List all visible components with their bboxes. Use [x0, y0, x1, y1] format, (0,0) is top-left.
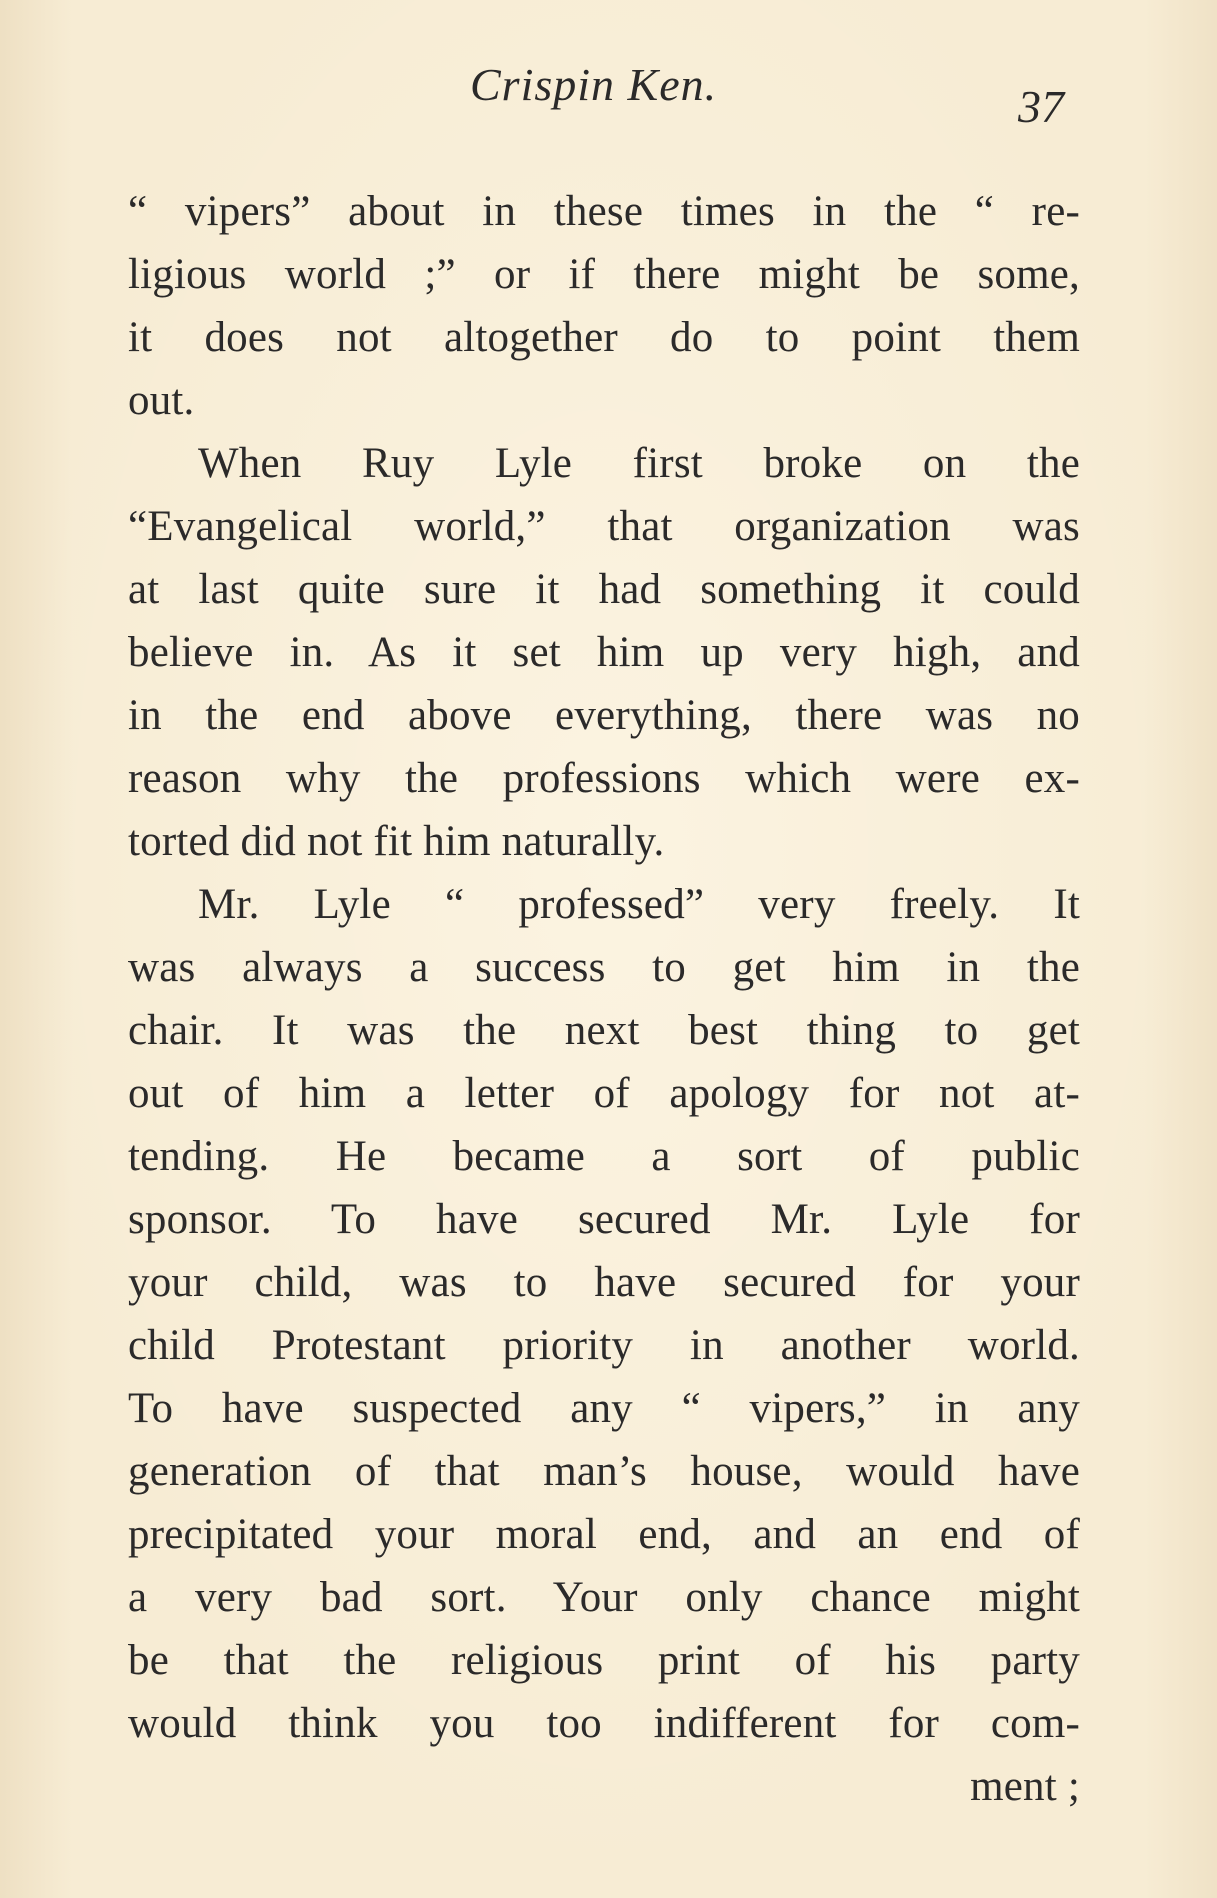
- text-line: out of him a letter of apology for not at-: [128, 1070, 1080, 1117]
- text-line: child Protestant priority in another world.: [128, 1322, 1080, 1369]
- text-line: ligious world ;” or if there might be some,: [128, 251, 1080, 298]
- running-title: Crispin Ken.: [470, 59, 718, 110]
- text-line: tending. He became a sort of public: [128, 1133, 1080, 1180]
- text-line: believe in. As it set him up very high, and: [128, 629, 1080, 676]
- text-line: reason why the professions which were ex-: [128, 755, 1080, 802]
- text-line: “ vipers” about in these times in the “ re-: [128, 188, 1080, 235]
- text-line: at last quite sure it had something it could: [128, 566, 1080, 613]
- text-line: a very bad sort. Your only chance might: [128, 1574, 1080, 1621]
- text-line: would think you too indifferent for com-: [128, 1700, 1080, 1747]
- text-line: out.: [128, 377, 195, 424]
- text-line: be that the religious print of his party: [128, 1637, 1080, 1684]
- text-line: your child, was to have secured for your: [128, 1259, 1080, 1306]
- text-line: generation of that man’s house, would have: [128, 1448, 1080, 1495]
- text-line: Mr. Lyle “ professed” very freely. It: [198, 881, 1080, 928]
- catchword-line: ment ;: [970, 1763, 1080, 1810]
- text-line: sponsor. To have secured Mr. Lyle for: [128, 1196, 1080, 1243]
- text-line: was always a success to get him in the: [128, 944, 1080, 991]
- text-line: precipitated your moral end, and an end of: [128, 1511, 1080, 1558]
- text-line: To have suspected any “ vipers,” in any: [128, 1385, 1080, 1432]
- text-line: in the end above everything, there was no: [128, 692, 1080, 739]
- text-line: it does not altogether do to point them: [128, 314, 1080, 361]
- text-line: chair. It was the next best thing to get: [128, 1007, 1080, 1054]
- text-line: When Ruy Lyle first broke on the: [198, 440, 1080, 487]
- page-number: 37: [1018, 81, 1064, 132]
- text-line: torted did not fit him naturally.: [128, 818, 665, 865]
- text-line: “Evangelical world,” that organization was: [128, 503, 1080, 550]
